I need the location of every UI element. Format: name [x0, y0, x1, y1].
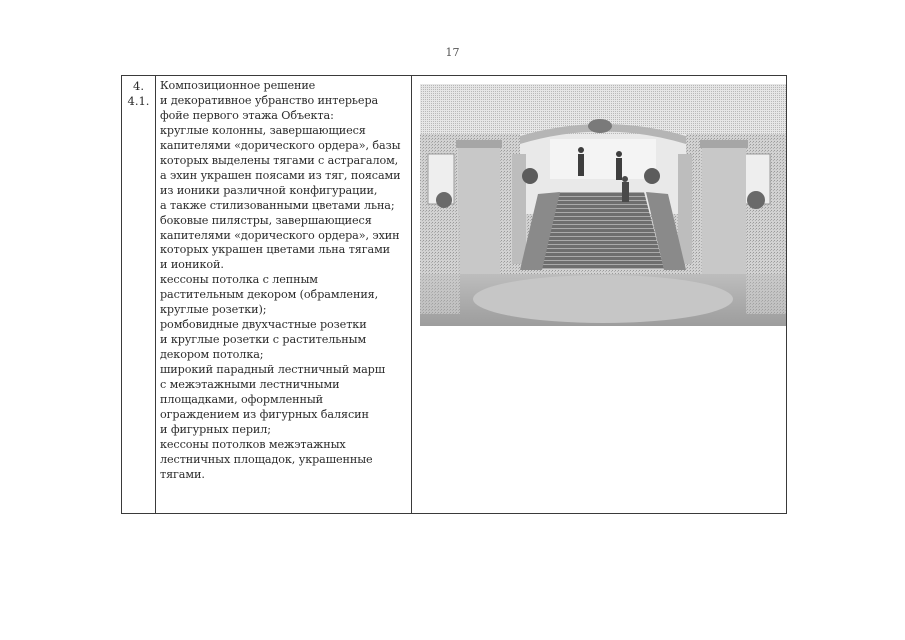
description-line: и ионикой. [160, 258, 224, 272]
description-line: которых выделены тягами с астрагалом, [160, 153, 399, 167]
foyer-photo [420, 84, 786, 326]
description-line: Композиционное решение [160, 79, 316, 92]
description-cell [156, 76, 412, 513]
description-line: которых украшен цветами льна тягами [160, 243, 391, 257]
description-line: кессоны потолка с лепным [160, 273, 318, 287]
row-number-cell [122, 76, 156, 513]
page-number: 17 [445, 46, 460, 59]
document-table [121, 75, 787, 514]
description-line: ромбовидные двухчастные розетки [160, 318, 367, 332]
description-line: растительным декором (обрамления, [160, 288, 379, 302]
description-line: боковые пилястры, завершающиеся [160, 213, 372, 227]
description-line: и декоративное убранство интерьера [160, 93, 379, 107]
description-line: лестничных площадок, украшенные [160, 452, 373, 466]
photo-cell [412, 76, 786, 513]
description-line: ограждением из фигурных балясин [160, 407, 369, 421]
section-number: 4. [133, 79, 144, 93]
description-line: широкий парадный лестничный марш [160, 363, 386, 377]
description-line: фойе первого этажа Объекта: [160, 108, 334, 122]
description-line: площадками, оформленный [160, 393, 323, 407]
description-line: капителями «дорического ордера», базы [160, 138, 401, 152]
description-line: декором потолка; [160, 348, 264, 362]
description-line: и фигурных перил; [160, 422, 271, 436]
description-line: капителями «дорического ордера», эхин [160, 228, 400, 242]
description-line: из ионики различной конфигурации, [160, 183, 378, 197]
description-line: и круглые розетки с растительным [160, 333, 367, 347]
description-line: с межэтажными лестничными [160, 378, 340, 392]
description-line: кессоны потолков межэтажных [160, 437, 346, 451]
description-line: круглые розетки); [160, 303, 267, 317]
description-line: а эхин украшен поясами из тяг, поясами [160, 168, 401, 182]
description-line: а также стилизованными цветами льна; [160, 198, 395, 212]
subsection-number: 4.1. [127, 94, 150, 108]
description-line: тягами. [160, 467, 205, 481]
description-line: круглые колонны, завершающиеся [160, 123, 366, 137]
